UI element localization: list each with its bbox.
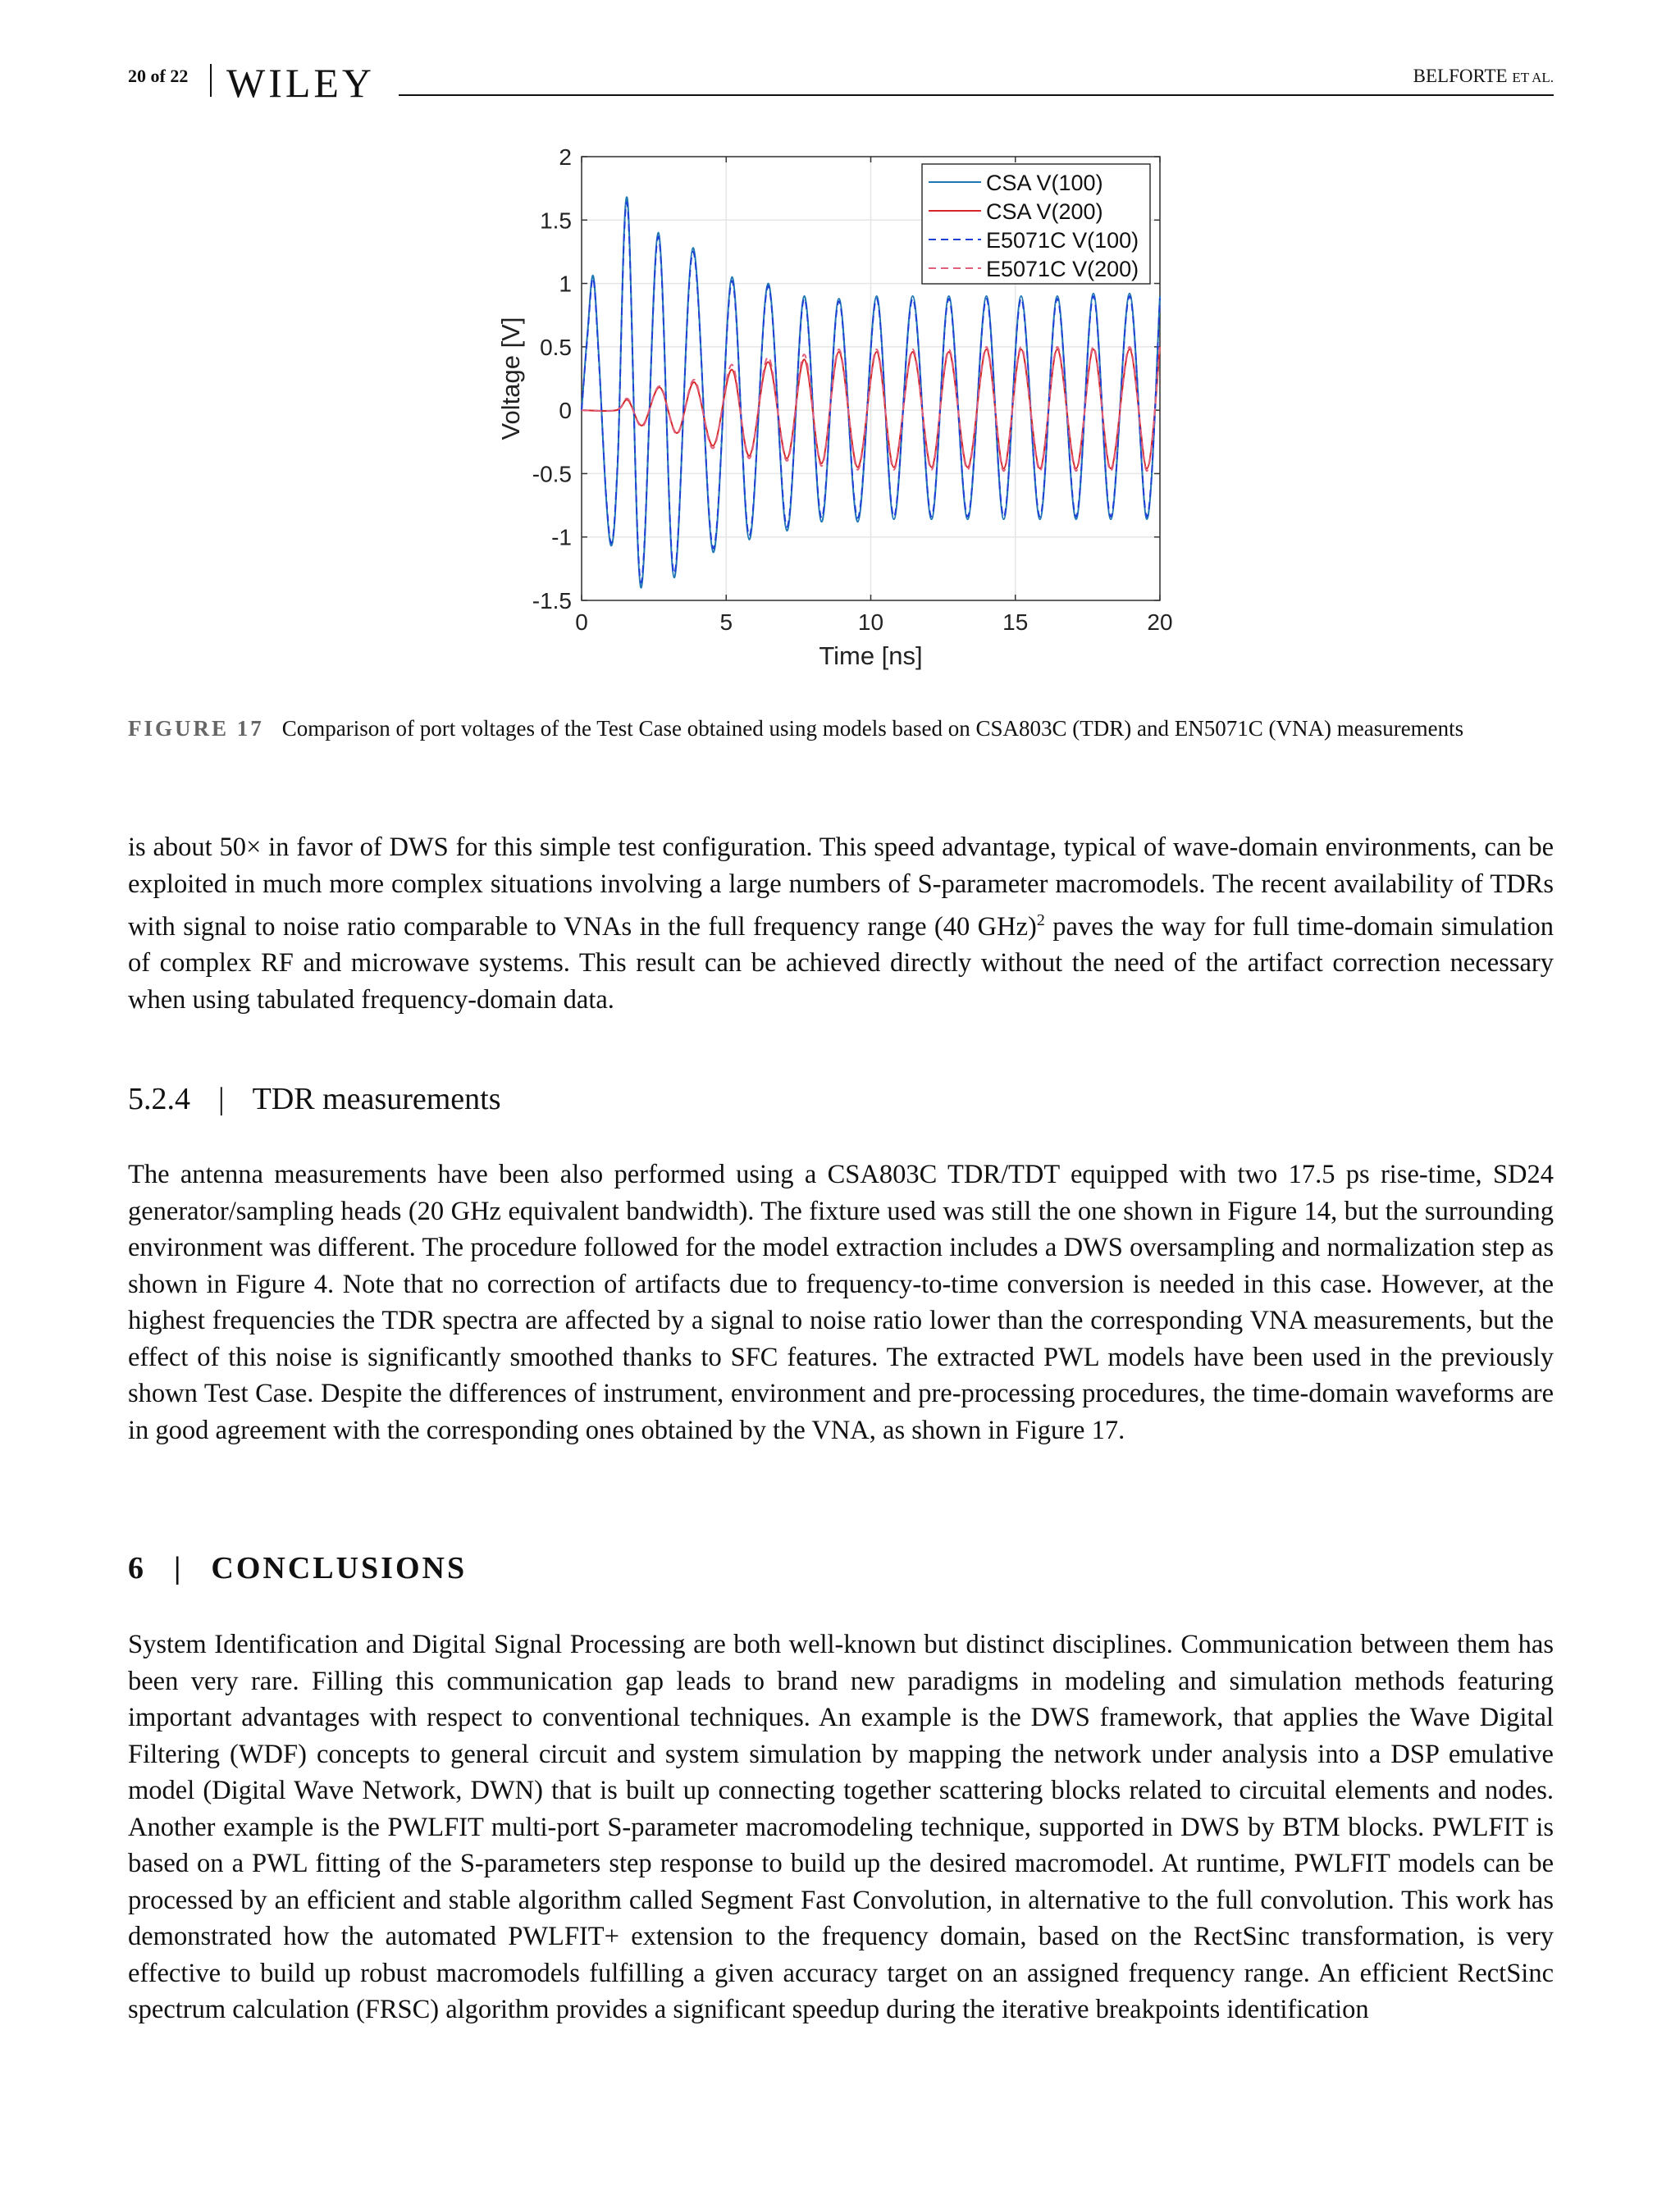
author-name: BELFORTE — [1413, 66, 1508, 86]
paragraph-conclusions: System Identification and Digital Signal Processing are both well-known but distinct disciplines. Communication between them has been very rare. Filling this communication gap leads to brand new paradigms in modeling and simulation methods featuring important advantages with respect to conventional techniques. An example is the DWS framework, that applies the Wave Digital Filtering (WDF) concepts to general circuit and system simulation by mapping the network under analysis into a DSP emulative model (Digital Wave Network, DWN) that is built up connecting together scattering blocks related to circuital elements and nodes. Another example is the PWLFIT multi-port S-parameter macromodeling technique, supported in DWS by BTM blocks. PWLFIT is based on a PWL fitting of the S-parameters step response to build up the desired macromodel. At runtime, PWLFIT models can be processed by an efficient and stable algorithm called Segment Fast Convolution, in alternative to the full convolution. This work has demonstrated how the automated PWLFIT+ extension to the frequency domain, based on the RectSinc transformation, is very effective to build up robust macromodels fulfilling a given accuracy target on an assigned frequency range. An efficient RectSinc spectrum calculation (FRSC) algorithm provides a significant speedup during the iterative breakpoints identification — [128, 1630, 1554, 2024]
y-axis-label: Voltage [V] — [496, 317, 525, 440]
header-divider — [210, 64, 212, 97]
y-tick-label: 1.5 — [540, 208, 572, 234]
paragraph-speed-text: is about 50× in favor of DWS for this simple test configuration. This speed advantage, typical of wave-domain environments, can be exploited in much more complex situations involving a large numbers of S-parameter macromodels. The recent availability of TDRs with signal to noise ratio comparable to VNAs in the full frequency range (40 GHz) — [128, 833, 1554, 942]
running-authors — [1413, 66, 1554, 87]
x-tick-label: 10 — [857, 609, 884, 635]
section-number: 6 — [128, 1551, 146, 1585]
section-title: TDR measurements — [252, 1082, 501, 1116]
y-tick-label: 0 — [559, 398, 572, 424]
header-rule — [399, 94, 1554, 96]
x-axis-label: Time [ns] — [819, 641, 923, 670]
section-number: 5.2.4 — [128, 1082, 190, 1116]
footnote-ref: 2 — [1036, 911, 1045, 929]
paragraph-speed — [128, 829, 1554, 1018]
figure-caption — [128, 712, 1554, 746]
y-tick-label: -1.5 — [532, 588, 572, 614]
y-tick-label: -0.5 — [532, 461, 572, 487]
y-tick-label: 1 — [559, 271, 572, 297]
paragraph-tdr: The antenna measurements have been also performed using a CSA803C TDR/TDT equipped with two 17.5 ps rise-time, SD24 generator/sampling heads (20 GHz equivalent bandwidth). The fixture used was still the one shown in Figure 14, but the surrounding environment was different. The procedure followed for the model extraction includes a DWS oversampling and normalization step as shown in Figure 4. Note that no correction of artifacts due to frequency-to-time conversion is needed in this case. However, at the highest frequencies the TDR spectra are affected by a signal to noise ratio lower than the corresponding VNA measurements, but the effect of this noise is significantly smoothed thanks to SFC features. The extracted PWL models have been used in the previously shown Test Case. Despite the differences of instrument, environment and pre-processing procedures, the time-domain waveforms are in good agreement with the corresponding ones obtained by the VNA, as shown in Figure 17. — [128, 1160, 1554, 1445]
x-tick-label: 15 — [1002, 609, 1029, 635]
legend-label: E5071C V(200) — [986, 257, 1139, 281]
section-heading-5-2-4: 5.2.4 | TDR measurements — [128, 1082, 501, 1116]
figure-label: FIGURE 17 — [128, 716, 264, 741]
page-number: 20 of 22 — [128, 66, 189, 86]
page-header — [128, 60, 1554, 106]
x-tick-label: 20 — [1147, 609, 1173, 635]
y-tick-label: 2 — [559, 144, 572, 170]
author-suffix: ET AL. — [1512, 70, 1554, 85]
legend-label: CSA V(100) — [986, 171, 1103, 195]
voltage-chart — [476, 138, 1214, 686]
y-tick-label: -1 — [551, 524, 572, 550]
x-tick-label: 5 — [719, 609, 733, 635]
legend-label: CSA V(200) — [986, 199, 1103, 224]
y-tick-label: 0.5 — [540, 334, 572, 360]
x-tick-label: 0 — [575, 609, 588, 635]
paragraph-speed-end: paves the way for full time-domain simulation of complex RF and microwave systems. This result can be achieved directly without the need of the artifact correction necessary when using tabulated frequency-domain data. — [128, 911, 1554, 1015]
journal-logo: WILEY — [226, 60, 376, 106]
section-heading-6: 6 | CONCLUSIONS — [128, 1551, 468, 1585]
legend-label: E5071C V(100) — [986, 228, 1139, 253]
figure-caption-text: Comparison of port voltages of the Test Case obtained using models based on CSA803C (TDR) and EN5071C (VNA) measurements — [281, 716, 1464, 741]
section-title: CONCLUSIONS — [211, 1551, 468, 1585]
